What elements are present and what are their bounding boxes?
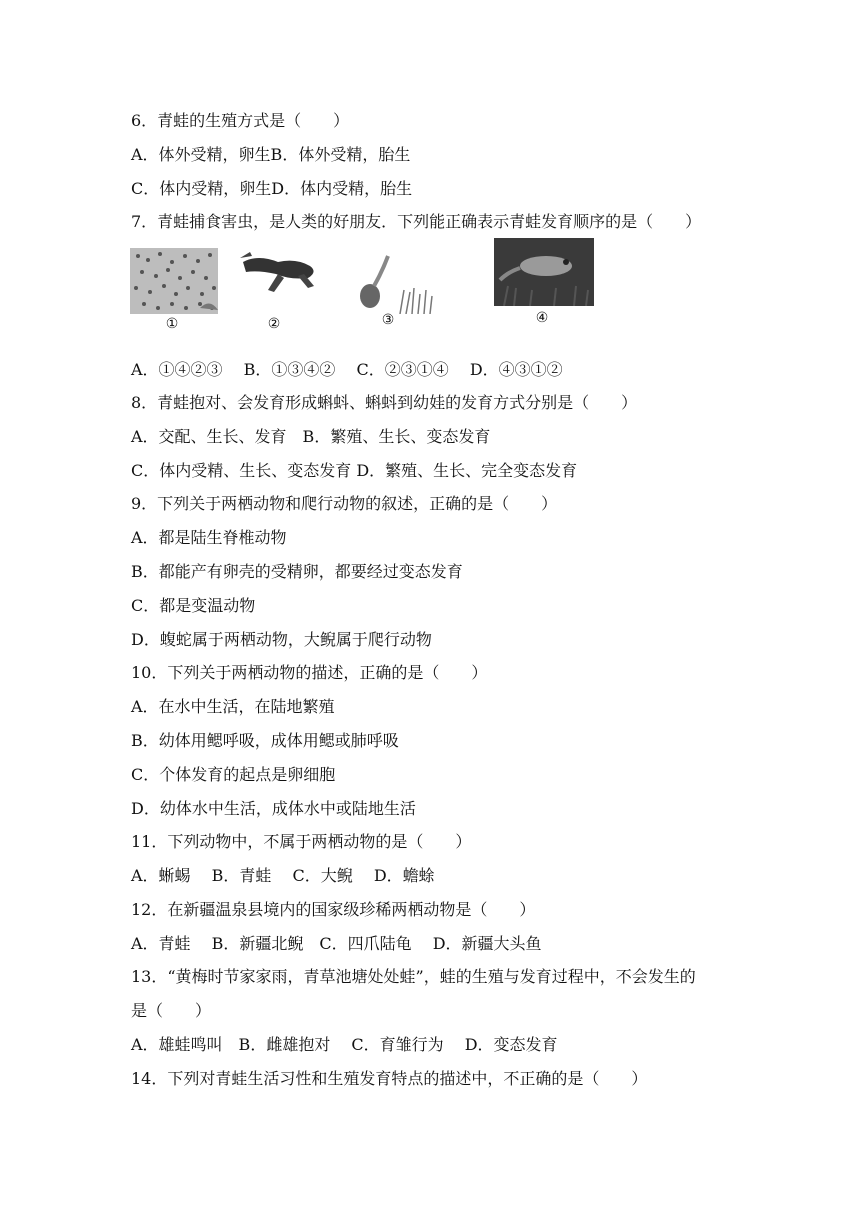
q13-stem-line1: 13．“黄梅时节家家雨，青草池塘处处蛙”，蛙的生殖与发育过程中，不会发生的 [131,967,696,986]
q7-options: A．①④②③ B．①③④② C．②③①④ D．④③①② [131,360,563,379]
q13-options: A．雄蛙鸣叫 B．雌雄抱对 C．育雏行为 D．变态发育 [131,1035,558,1054]
q10-option-c: C．个体发育的起点是卵细胞 [131,765,336,784]
q10-option-b: B．幼体用鳃呼吸，成体用鳃或肺呼吸 [131,731,399,750]
frog-eggs-image [130,248,218,314]
q8-options-ab: A．交配、生长、发育 B．繁殖、生长、变态发育 [131,427,491,446]
q7-stem: 7．青蛙捕食害虫，是人类的好朋友．下列能正确表示青蛙发育顺序的是（ ） [131,212,702,231]
q9-option-d: D．蝮蛇属于两栖动物，大鲵属于爬行动物 [131,630,432,649]
tadpole-image [348,250,436,314]
q9-stem: 9．下列关于两栖动物和爬行动物的叙述，正确的是（ ） [131,494,558,513]
q9-option-c: C．都是变温动物 [131,596,256,615]
q11-stem: 11．下列动物中，不属于两栖动物的是（ ） [131,832,472,851]
q6-stem: 6．青蛙的生殖方式是（ ） [131,111,350,130]
q10-stem: 10．下列关于两栖动物的描述，正确的是（ ） [131,663,488,682]
q8-options-cd: C．体内受精、生长、变态发育 D．繁殖、生长、完全变态发育 [131,461,578,480]
frog-development-figures [130,238,600,338]
q9-option-b: B．都能产有卵壳的受精卵，都要经过变态发育 [131,562,463,581]
adult-frog-image [494,238,594,306]
froglet-image [238,248,324,298]
figure-label-4: ④ [535,310,549,326]
q12-options: A．青蛙 B．新疆北鲵 C．四爪陆龟 D．新疆大头鱼 [131,934,542,953]
q10-option-d: D．幼体水中生活，成体水中或陆地生活 [131,799,416,818]
q6-options-ab: A．体外受精，卵生B．体外受精，胎生 [131,145,411,164]
figure-label-2: ② [267,316,281,332]
q9-option-a: A．都是陆生脊椎动物 [131,528,287,547]
q12-stem: 12．在新疆温泉县境内的国家级珍稀两栖动物是（ ） [131,900,536,919]
q11-options: A．蜥蜴 B．青蛙 C．大鲵 D．蟾蜍 [131,866,435,885]
q8-stem: 8．青蛙抱对、会发育形成蝌蚪、蝌蚪到幼娃的发育方式分别是（ ） [131,393,638,412]
figure-label-1: ① [165,316,179,332]
figure-label-3: ③ [381,312,395,328]
q10-option-a: A．在水中生活，在陆地繁殖 [131,697,335,716]
q6-options-cd: C．体内受精，卵生D．体内受精，胎生 [131,179,413,198]
q13-stem-line2: 是（ ） [131,1001,212,1020]
q14-stem: 14．下列对青蛙生活习性和生殖发育特点的描述中，不正确的是（ ） [131,1069,648,1088]
